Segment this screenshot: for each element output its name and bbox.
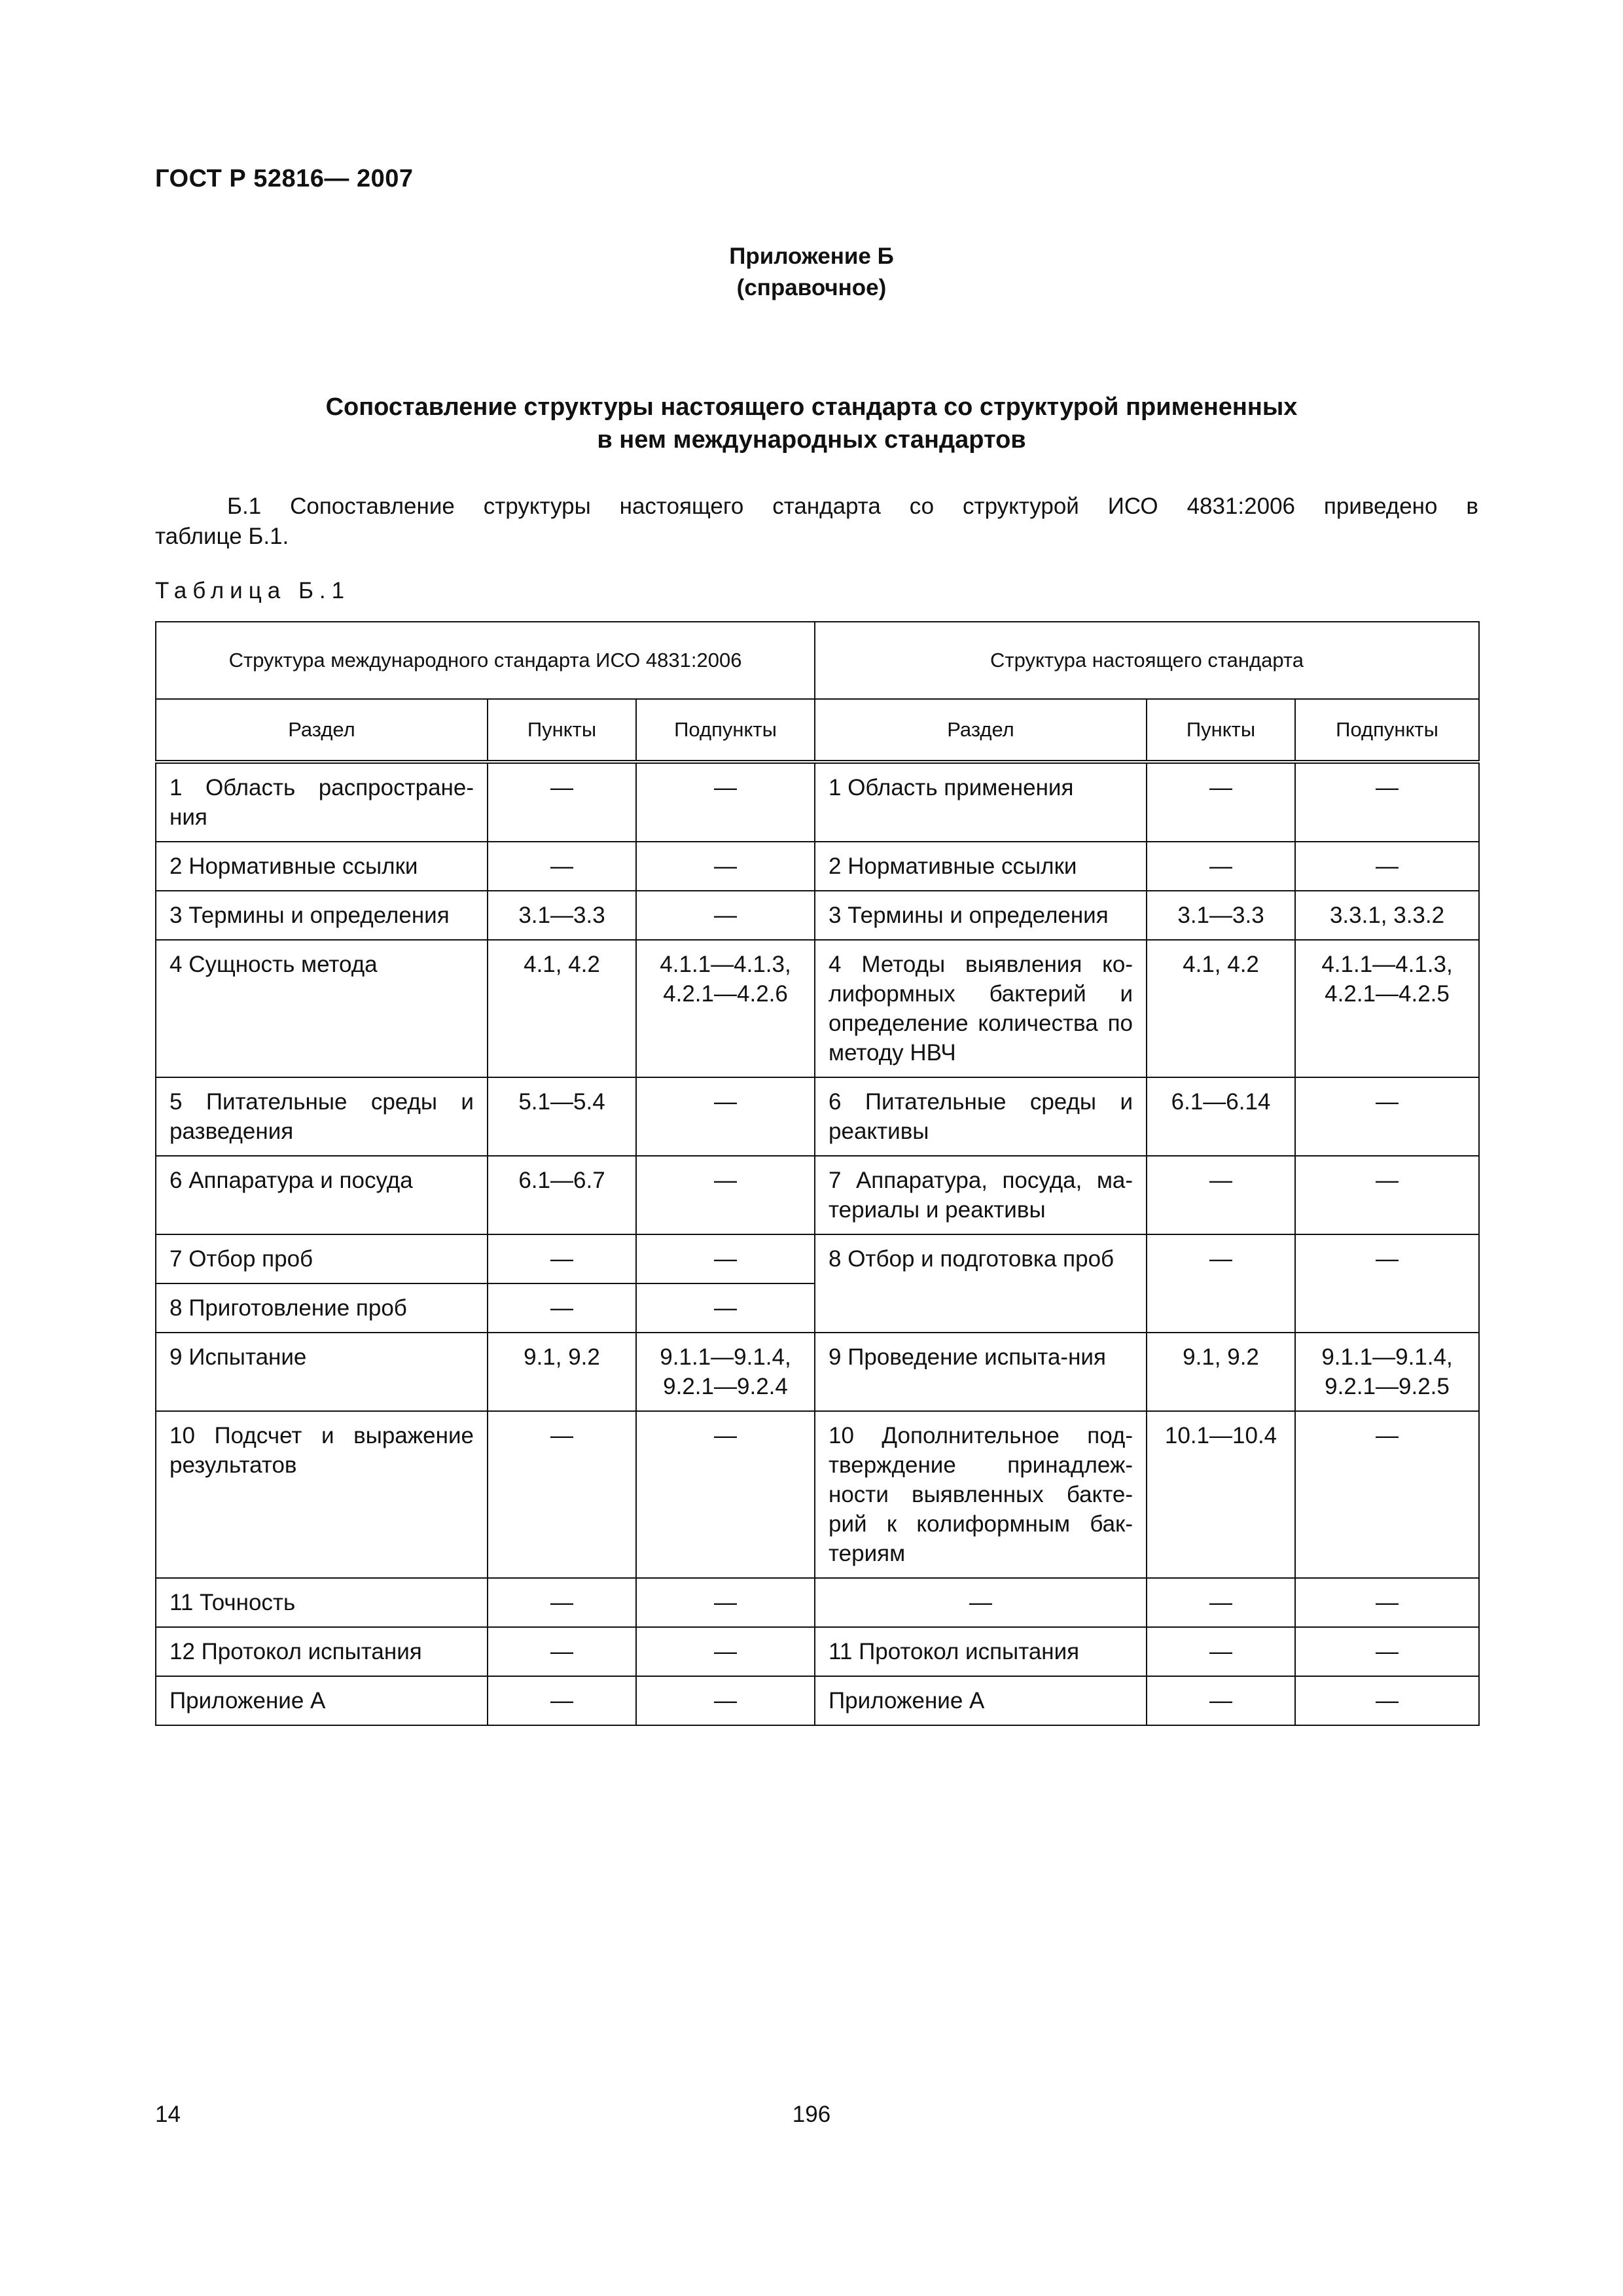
table-cell: 2 Нормативные ссылки (156, 842, 488, 891)
table-cell: 5.1—5.4 (488, 1077, 636, 1156)
annex-title: Приложение Б (729, 243, 894, 269)
standard-code: ГОСТ Р 52816— 2007 (155, 165, 414, 192)
table-cell: — (1147, 842, 1295, 891)
paragraph-line-1: Б.1 Сопоставление структуры настоящего стандарта со структурой ИСО 4831:2006 приведено в (227, 493, 1478, 519)
table-cell: — (636, 1156, 815, 1234)
table-cell: 3.1—3.3 (1147, 891, 1295, 940)
column-header-section-natl: Раздел (815, 699, 1147, 762)
table-cell: 3 Термины и определения (156, 891, 488, 940)
table-cell: 10 Подсчет и выражение результатов (156, 1411, 488, 1578)
table-cell: Приложение А (156, 1676, 488, 1725)
table-cell: — (636, 762, 815, 842)
section-heading-line-1: Сопоставление структуры настоящего стандарта со структурой примененных (325, 393, 1298, 421)
table-cell: 10 Дополнительное под-тверждение принадлеж-ности выявленных бакте-рий к колиформным бак-териям (815, 1411, 1147, 1578)
table-cell: 4.1, 4.2 (488, 940, 636, 1077)
table-cell: 9.1.1—9.1.4, 9.2.1—9.2.4 (636, 1333, 815, 1411)
table-cell: — (1295, 1627, 1479, 1676)
table-row (156, 1234, 1479, 1283)
group-header-international: Структура международного стандарта ИСО 4831:2006 (156, 622, 815, 699)
table-row (156, 940, 1479, 1077)
table-row (156, 1077, 1479, 1156)
table-cell: 1 Область распростране-ния (156, 762, 488, 842)
table-cell: 8 Отбор и подготовка проб (815, 1234, 1147, 1333)
table-cell: — (1295, 1676, 1479, 1725)
table-cell: — (1295, 1077, 1479, 1156)
table-cell: — (636, 1234, 815, 1283)
table-cell: 10.1—10.4 (1147, 1411, 1295, 1578)
column-header-clauses-natl: Пункты (1147, 699, 1295, 762)
column-header-clauses-intl: Пункты (488, 699, 636, 762)
table-cell: Приложение А (815, 1676, 1147, 1725)
table-cell: 6.1—6.14 (1147, 1077, 1295, 1156)
table-cell: 2 Нормативные ссылки (815, 842, 1147, 891)
table-cell: — (488, 1283, 636, 1333)
table-cell: 7 Аппаратура, посуда, ма-териалы и реактивы (815, 1156, 1147, 1234)
column-header-section-intl: Раздел (156, 699, 488, 762)
table-row (156, 891, 1479, 940)
table-cell: — (1147, 1676, 1295, 1725)
table-cell: — (636, 842, 815, 891)
table-cell: 4 Методы выявления ко-лиформных бактерий и определение количества по методу НВЧ (815, 940, 1147, 1077)
table-cell: 4.1, 4.2 (1147, 940, 1295, 1077)
table-cell: 8 Приготовление проб (156, 1283, 488, 1333)
table-cell: — (1295, 762, 1479, 842)
table-cell: — (1147, 1234, 1295, 1333)
table-cell: 4.1.1—4.1.3, 4.2.1—4.2.6 (636, 940, 815, 1077)
table-row (156, 1411, 1479, 1578)
table-cell: 11 Протокол испытания (815, 1627, 1147, 1676)
table-cell: 9.1.1—9.1.4, 9.2.1—9.2.5 (1295, 1333, 1479, 1411)
table-cell: 9 Проведение испыта-ния (815, 1333, 1147, 1411)
table-cell: 11 Точность (156, 1578, 488, 1627)
table-cell: — (1295, 842, 1479, 891)
sheet-number: 196 (792, 2102, 831, 2127)
table-cell: 9 Испытание (156, 1333, 488, 1411)
table-cell: — (1295, 1234, 1479, 1333)
table-cell: 9.1, 9.2 (1147, 1333, 1295, 1411)
table-cell: — (1295, 1411, 1479, 1578)
table-cell: — (488, 1578, 636, 1627)
table-cell: 6 Аппаратура и посуда (156, 1156, 488, 1234)
table-cell: — (488, 762, 636, 842)
table-row (156, 1578, 1479, 1627)
table-cell: — (636, 1627, 815, 1676)
annex-kind: (справочное) (736, 275, 887, 300)
paragraph-line-2: таблице Б.1. (155, 524, 289, 549)
table-cell: 3 Термины и определения (815, 891, 1147, 940)
table-cell: — (488, 842, 636, 891)
table-cell: — (636, 891, 815, 940)
column-header-subclauses-natl: Подпункты (1295, 699, 1479, 762)
table-cell: — (1147, 1156, 1295, 1234)
table-cell: — (488, 1234, 636, 1283)
table-row (156, 1627, 1479, 1676)
column-header-subclauses-intl: Подпункты (636, 699, 815, 762)
table-cell: 3.3.1, 3.3.2 (1295, 891, 1479, 940)
table-cell: — (815, 1578, 1147, 1627)
table-cell: — (636, 1077, 815, 1156)
table-caption: Таблица Б.1 (155, 578, 351, 603)
table-cell: 4 Сущность метода (156, 940, 488, 1077)
group-header-national: Структура настоящего стандарта (815, 622, 1479, 699)
table-row (156, 1156, 1479, 1234)
comparison-table (155, 621, 1480, 1726)
table-cell: — (636, 1578, 815, 1627)
table-cell: — (636, 1676, 815, 1725)
table-row (156, 842, 1479, 891)
table-cell: 6.1—6.7 (488, 1156, 636, 1234)
table-cell: — (636, 1411, 815, 1578)
table-cell: — (488, 1676, 636, 1725)
table-cell: 1 Область применения (815, 762, 1147, 842)
table-cell: — (1295, 1578, 1479, 1627)
table-cell: 5 Питательные среды и разведения (156, 1077, 488, 1156)
table-cell: 12 Протокол испытания (156, 1627, 488, 1676)
table-cell: 9.1, 9.2 (488, 1333, 636, 1411)
table-row (156, 1333, 1479, 1411)
table-cell: — (488, 1627, 636, 1676)
table-cell: 7 Отбор проб (156, 1234, 488, 1283)
table-cell: — (636, 1283, 815, 1333)
table-cell: — (1147, 1578, 1295, 1627)
table-cell: — (488, 1411, 636, 1578)
section-heading-line-2: в нем международных стандартов (597, 426, 1026, 454)
table-row (156, 1676, 1479, 1725)
table-cell: — (1147, 762, 1295, 842)
table-cell: 4.1.1—4.1.3, 4.2.1—4.2.5 (1295, 940, 1479, 1077)
table-cell: 6 Питательные среды и реактивы (815, 1077, 1147, 1156)
table-cell: 3.1—3.3 (488, 891, 636, 940)
table-cell: — (1295, 1156, 1479, 1234)
table-cell: — (1147, 1627, 1295, 1676)
page-number: 14 (155, 2102, 181, 2127)
table-row (156, 762, 1479, 842)
